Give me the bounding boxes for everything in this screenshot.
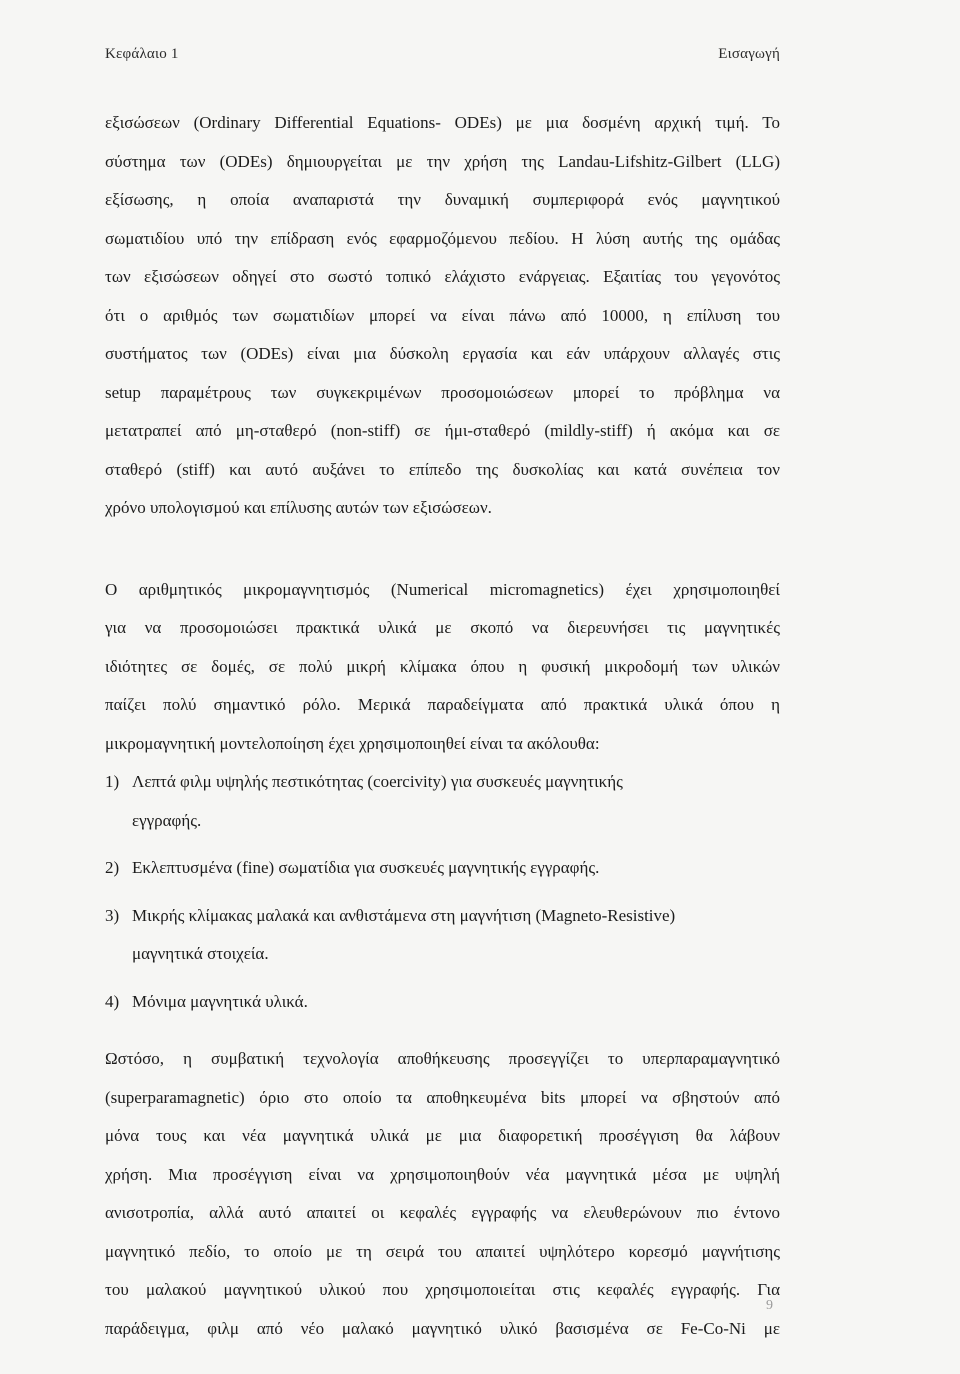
running-header-section: Εισαγωγή xyxy=(718,46,780,62)
text-line: για να προσομοιώσει πρακτικά υλικά με σκοπό να διερευνήσει τις μαγνητικές xyxy=(105,618,780,637)
list-number: 1) xyxy=(105,772,120,791)
text-line: συστήματος των (ODEs) είναι μια δύσκολη εργασία και εάν υπάρχουν αλλαγές στις xyxy=(105,344,780,363)
text-line: σταθερό (stiff) και αυτό αυξάνει το επίπεδο της δυσκολίας και κατά συνέπεια τον xyxy=(105,459,780,479)
list-number: 2) xyxy=(105,858,120,877)
text-line: ότι ο αριθμός των σωματιδίων μπορεί να είναι πάνω από 10000, η επίλυση του xyxy=(105,305,780,325)
text-line: εξισώσεων (Ordinary Differential Equations- ODEs) με μια δοσμένη αρχική τιμή. Το xyxy=(105,113,780,132)
text-line: παίζει πολύ σημαντικό ρόλο. Μερικά παραδείγματα από πρακτικά υλικά όπου η xyxy=(105,695,780,714)
text-line: Ο αριθμητικός μικρομαγνητισμός (Numerical micromagnetics) έχει χρησιμοποιηθεί xyxy=(105,579,780,599)
list-text-continued: εγγραφής. xyxy=(132,810,202,830)
list-text: Λεπτά φιλμ υψηλής πεστικότητας (coercivity) για συσκευές μαγνητικής xyxy=(132,772,623,791)
list-text: Εκλεπτυσμένα (fine) σωματίδια για συσκευές μαγνητικής εγγραφής. xyxy=(132,858,600,877)
list-item xyxy=(105,897,780,974)
text-line: ιδιότητες σε δομές, σε πολύ μικρή κλίμακα όπου η φυσική μικροδομή των υλικών xyxy=(105,656,780,676)
text-line: του μαλακού μαγνητικού υλικού που χρησιμοποιείται στις κεφαλές εγγραφής. Για xyxy=(105,1280,780,1299)
text-line: μικρομαγνητική μοντελοποίηση έχει χρησιμοποιηθεί είναι τα ακόλουθα: xyxy=(105,733,600,753)
text-line: ανισοτροπία, αλλά αυτό απαιτεί οι κεφαλές εγγραφής να ελευθερώνουν πιο έντονο xyxy=(105,1203,780,1222)
text-line: των εξισώσεων οδηγεί στο σωστό τοπικό ελάχιστο ενάργειας. Εξαιτίας του γεγονότος xyxy=(105,267,780,286)
text-line: setup παραμέτρους των συγκεκριμένων προσομοιώσεων μπορεί το πρόβλημα να xyxy=(105,382,780,402)
text-line: μαγνητικό πεδίο, το οποίο με τη σειρά του απαιτεί υψηλότερο κορεσμό μαγνήτισης xyxy=(105,1241,780,1261)
text-line: μετατραπεί από μη-σταθερό (non-stiff) σε ήμι-σταθερό (mildly-stiff) ή ακόμα και σε xyxy=(105,421,780,440)
paragraph-3 xyxy=(105,1040,780,1348)
list-item xyxy=(105,983,780,1022)
text-line: εξίσωσης, η οποία αναπαριστά την δυναμική συμπεριφορά ενός μαγνητικού xyxy=(105,190,780,209)
text-line: χρήση. Μια προσέγγιση είναι να χρησιμοποιηθούν νέα μαγνητικά μέσα με υψηλή xyxy=(105,1164,780,1184)
text-line: σωματιδίου υπό την επίδραση ενός εφαρμοζόμενου πεδίου. Η λύση αυτής της ομάδας xyxy=(105,228,780,248)
numbered-list xyxy=(105,763,780,1021)
body-text xyxy=(105,104,780,1348)
text-line: μόνα τους και νέα μαγνητικά υλικά με μια διαφορετική προσέγγιση θα λάβουν xyxy=(105,1126,780,1145)
list-number: 3) xyxy=(105,905,120,925)
text-line: παράδειγμα, φιλμ από νέο μαλακό μαγνητικό υλικό βασισμένα σε Fe-Co-Ni με xyxy=(105,1318,780,1338)
list-number: 4) xyxy=(105,991,120,1011)
text-line: Ωστόσο, η συμβατική τεχνολογία αποθήκευσης προσεγγίζει το υπερπαραμαγνητικό xyxy=(105,1049,780,1068)
page-number: 9 xyxy=(766,1298,773,1313)
list-text: Μόνιμα μαγνητικά υλικά. xyxy=(132,991,308,1011)
list-text: Μικρής κλίμακας μαλακά και ανθιστάμενα στη μαγνήτιση (Magneto-Resistive) xyxy=(132,905,676,925)
text-line: (superparamagnetic) όριο στο οποίο τα αποθηκευμένα bits μπορεί να σβηστούν από xyxy=(105,1087,780,1107)
list-text-continued: μαγνητικά στοιχεία. xyxy=(132,944,269,963)
text-line: χρόνο υπολογισμού και επίλυσης αυτών των εξισώσεων. xyxy=(105,498,492,517)
paragraph-2 xyxy=(105,571,780,764)
list-item xyxy=(105,849,780,888)
list-item xyxy=(105,763,780,840)
text-line: σύστημα των (ODEs) δημιουργείται με την χρήση της Landau-Lifshitz-Gilbert (LLG) xyxy=(105,151,780,171)
paragraph-1 xyxy=(105,104,780,528)
running-header-chapter: Κεφάλαιο 1 xyxy=(105,46,179,62)
